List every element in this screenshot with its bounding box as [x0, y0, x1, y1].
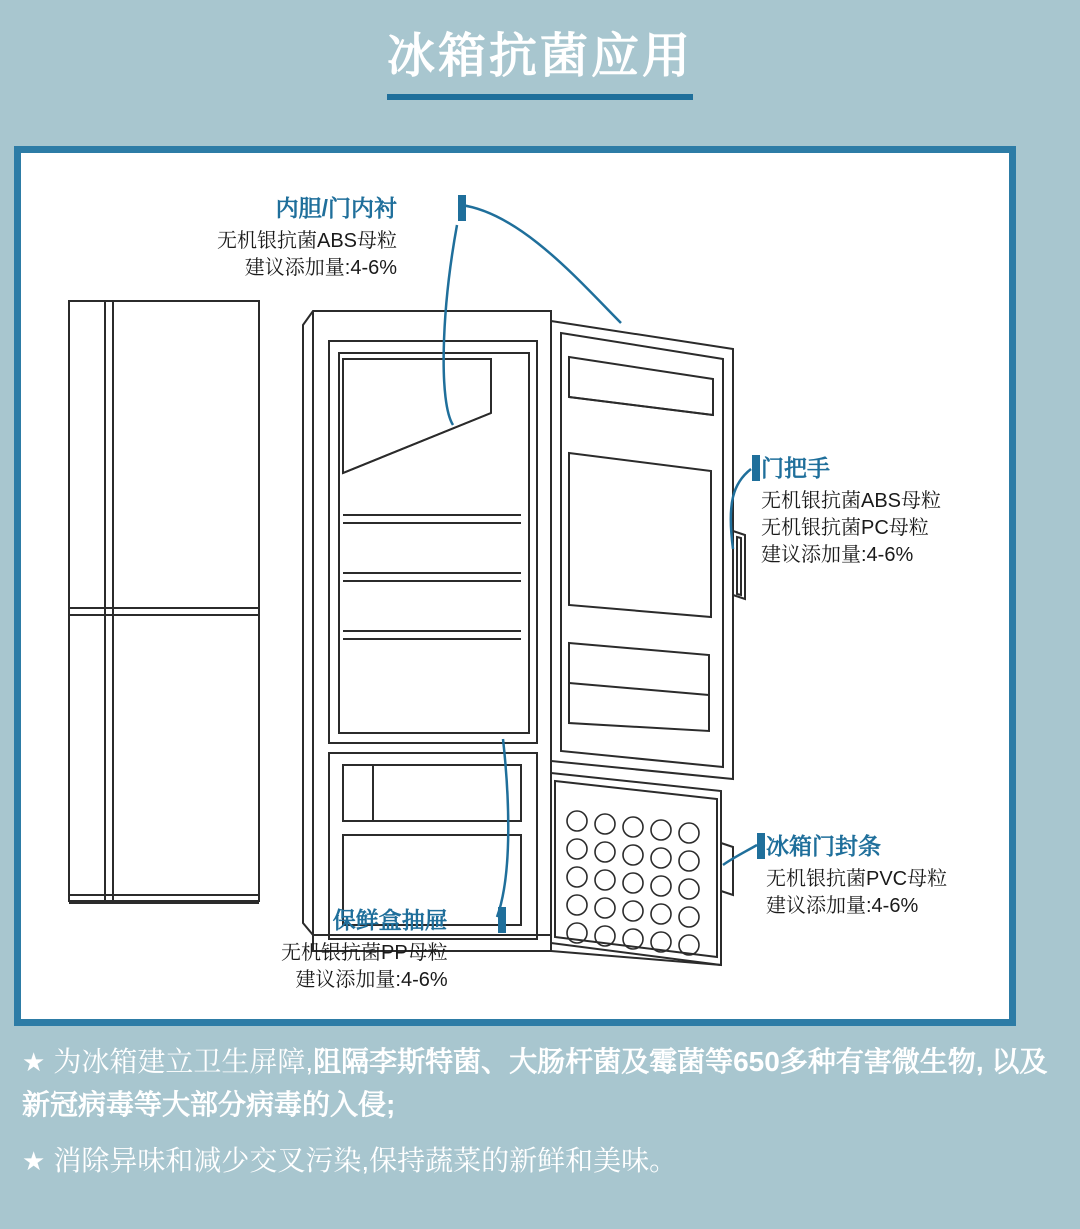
callout-handle-heading: 门把手 [761, 455, 830, 481]
star-icon: ★ [22, 1145, 46, 1176]
callout-marker-liner [458, 195, 466, 221]
callout-crisper-heading: 保鲜盒抽屉 [332, 907, 448, 933]
callout-liner-heading: 内胆/门内衬 [275, 195, 398, 221]
callout-liner-line-2: 建议添加量:4-6% [244, 257, 398, 280]
callout-seal-line-2: 建议添加量:4-6% [766, 895, 919, 918]
callout-crisper-line-2: 建议添加量:4-6% [295, 969, 448, 992]
callout-marker-seal [757, 833, 765, 859]
benefit-1-part-1: 为冰箱建立卫生屏障, [53, 1046, 314, 1077]
callout-seal-heading: 冰箱门封条 [766, 833, 881, 859]
benefit-1-part-2: 阻隔李斯特菌、大肠杆菌及霉菌等650多种有害微生物, 以及新冠病毒等大部分病毒的入侵 [22, 1046, 1048, 1121]
callout-marker-handle [752, 455, 760, 481]
benefit-row-2 [22, 1139, 1062, 1182]
callout-seal-line-1: 无机银抗菌PVC母粒 [766, 868, 948, 891]
benefit-1-part-3: ; [386, 1089, 396, 1121]
callout-handle-line-2: 无机银抗菌PC母粒 [761, 517, 929, 540]
callout-crisper-line-1: 无机银抗菌PP母粒 [281, 942, 448, 965]
benefits-list [22, 1040, 1062, 1194]
title-container [0, 28, 1080, 100]
callout-handle [761, 453, 941, 569]
callout-liner-line-1: 无机银抗菌ABS母粒 [217, 230, 398, 253]
star-icon: ★ [22, 1047, 46, 1077]
callout-crisper [281, 905, 448, 994]
callout-handle-line-3: 建议添加量:4-6% [761, 544, 914, 567]
page-title: 冰箱抗菌应用 [387, 28, 693, 100]
benefit-row-1 [22, 1040, 1062, 1127]
benefit-2-text: 消除异味和减少交叉污染,保持蔬菜的新鲜和美味。 [53, 1144, 678, 1176]
callout-liner [217, 193, 397, 282]
diagram-panel [14, 146, 1016, 1026]
callout-marker-crisper [498, 907, 506, 933]
callout-handle-line-1: 无机银抗菌ABS母粒 [761, 490, 942, 513]
callout-seal [766, 831, 947, 920]
